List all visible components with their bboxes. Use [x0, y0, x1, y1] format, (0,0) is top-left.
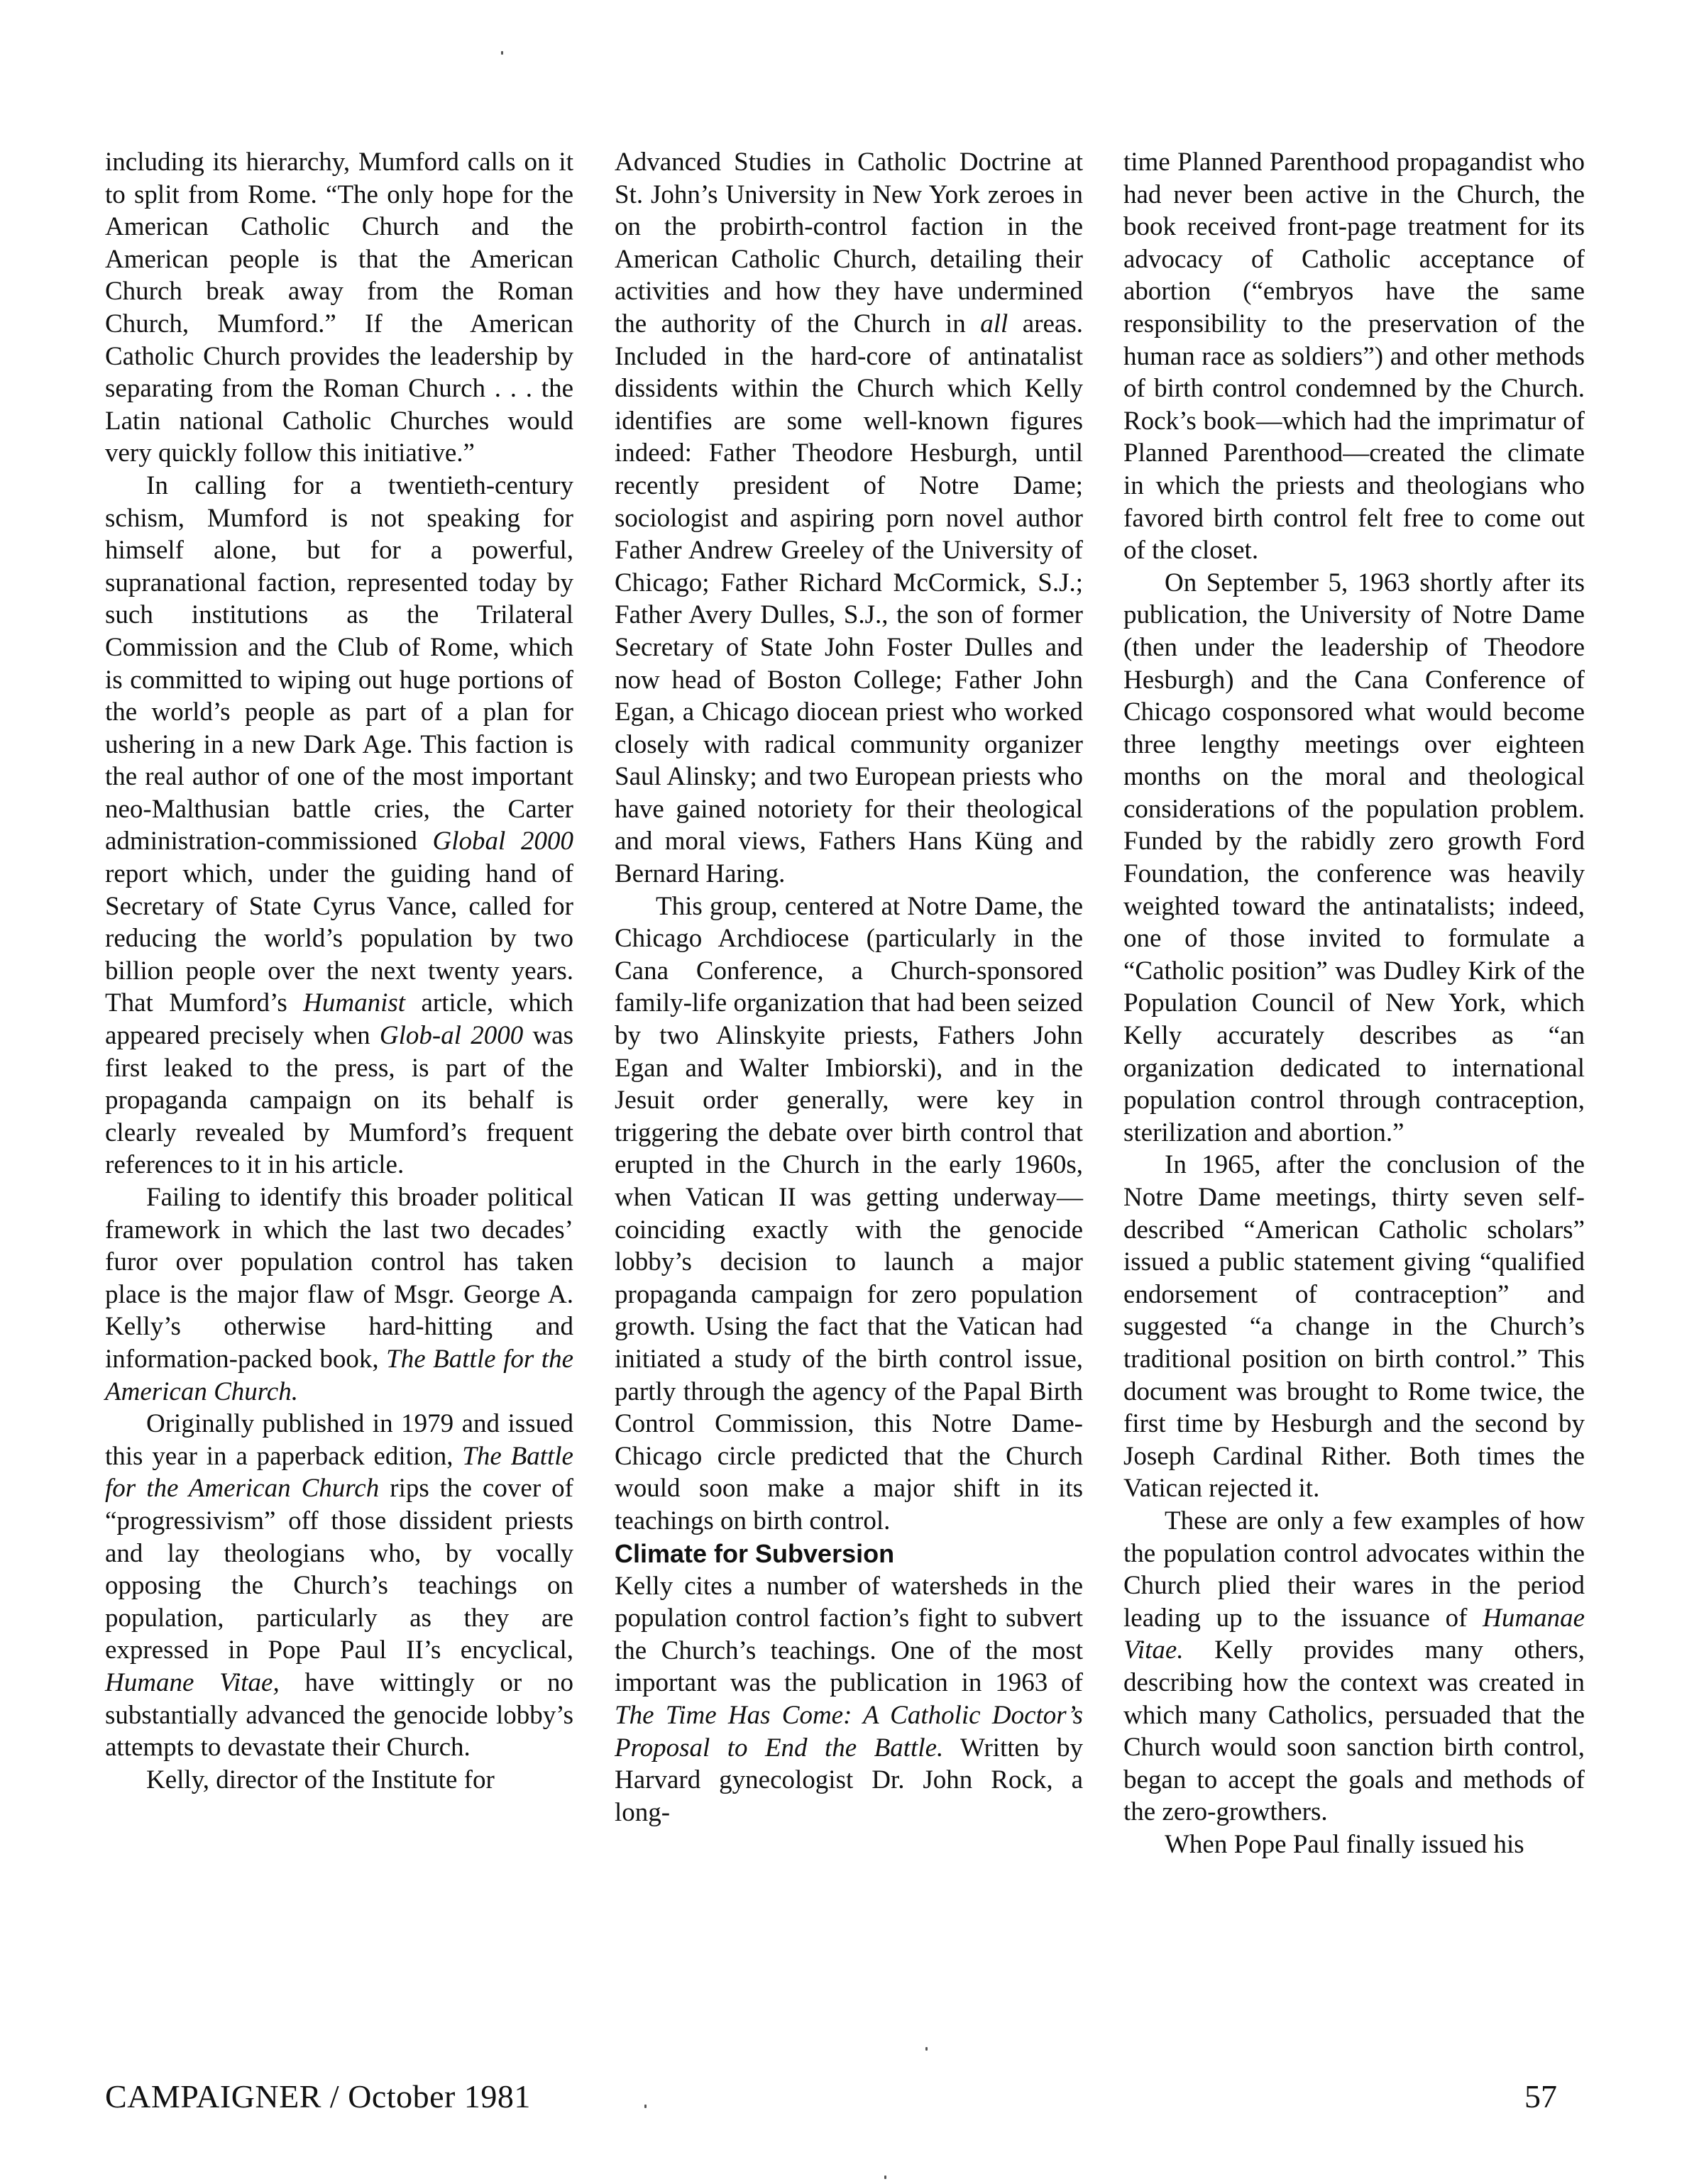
italic-title: The Battle for the American Church — [105, 1441, 573, 1504]
italic-title: all — [980, 309, 1008, 338]
article-paragraph: These are only a few examples of how the population control advocates within the Church plied their wares in the period leading up to the issuance of Humanae Vitae. Kelly provides many others, describing how the context was created in which many Catholics, persuaded that the Church would soon sanction birth control, began to accept the goals and methods of the zero-growthers. — [1123, 1506, 1585, 1827]
article-paragraph: This group, centered at Notre Dame, the Chicago Archdiocese (particularly in the Cana Conference, a Church-sponsored family-life organization that had been seized by two Alinskyite priests, Fathers John Egan and Walter Imbiorski), and in the Jesuit order generally, were key in triggering the debate over birth control that erupted in the Church in the early 1960s, when Vatican II was getting underway—coinciding exactly with the genocide lobby’s decision to launch a major propaganda campaign for zero population growth. Using the fact that the Vatican had initiated a study of the birth control issue, partly through the agency of the Papal Birth Control Commission, this Notre Dame-Chicago circle predicted that the Church would soon make a major shift in its teachings on birth control. — [615, 891, 1083, 1535]
article-paragraph: In calling for a twentieth-century schism, Mumford is not speaking for himself alone, but for a powerful, supranational faction, represented today by such institutions as the Trilateral Commission and the Club of Rome, which is committed to wiping out huge portions of the world’s people as part of a plan for ushering in a new Dark Age. This faction is the real author of one of the most important neo-Malthusian battle cries, the Carter administration-commissioned Global 2000 report which, under the guiding hand of Secretary of State Cyrus Vance, called for reducing the world’s population by two billion people over the next twenty years. That Mumford’s Humanist article, which appeared precisely when Glob-al 2000 was first leaked to the press, is part of the propaganda campaign on its behalf is clearly revealed by Mumford’s frequent references to it in his article. — [105, 470, 574, 1180]
article-paragraph: Advanced Studies in Catholic Doctrine at St. John’s University in New York zeroes in on the probirth-control faction in the American Catholic Church, detailing their activities and how they have undermined the authority of the Church in all areas. Included in the hard-core of antinatalist dissidents within the Church which Kelly identifies are some well-known figures indeed: Father Theodore Hesburgh, until recently president of Notre Dame; sociologist and aspiring porn novel author Father Andrew Greeley of the University of Chicago; Father Richard McCormick, S.J.; Father Avery Dulles, S.J., the son of former Secretary of State John Foster Dulles and now head of Boston College; Father John Egan, a Chicago diocean priest who worked closely with radical community organizer Saul Alinsky; and two European priests who have gained notoriety for their theological and moral views, Fathers Hans Küng and Bernard Haring. — [615, 148, 1083, 889]
article-paragraph: Failing to identify this broader political framework in which the last two decades’ furor over population control has taken place is the major flaw of Msgr. George A. Kelly’s otherwise hard-hitting and information-packed book, The Battle for the American Church. — [105, 1183, 573, 1406]
publication-footer: CAMPAIGNER / October 1981 — [105, 2078, 531, 2114]
text-column-2 — [615, 146, 1083, 1829]
italic-title: Global 2000 — [432, 827, 574, 856]
article-paragraph: time Planned Parenthood propagandist who had never been active in the Church, the book received front-page treatment for its advocacy of Catholic acceptance of abortion (“embryos have the same responsibility to the preservation of the human race as soldiers”) and other methods of birth control condemned by the Church. Rock’s book—which had the imprimatur of Planned Parenthood—created the climate in which the priests and theologians who favored birth control felt free to come out of the closet. — [1123, 148, 1585, 566]
italic-title: The Battle for the American Church. — [105, 1344, 573, 1406]
article-paragraph: On September 5, 1963 shortly after its publication, the University of Notre Dame (then under the leadership of Theodore Hesburgh) and the Cana Conference of Chicago cosponsored what would become three lengthy meetings over eighteen months on the moral and theological considerations of the population problem. Funded by the rabidly zero growth Ford Foundation, the conference was heavily weighted toward the antinatalists; indeed, one of those invited to formulate a “Catholic position” was Dudley Kirk of the Population Council of New York, which Kelly accurately describes as “an organization dedicated to international population control through contraception, sterilization and abortion.” — [1123, 568, 1585, 1147]
print-speck — [884, 2175, 886, 2179]
article-paragraph: Originally published in 1979 and issued this year in a paperback edition, The Battle for the American Church rips the cover of “progressivism” off those dissident priests and lay theologians who, by vocally opposing the Church’s teachings on population, particularly as they are expressed in Pope Paul II’s encyclical, Humane Vitae, have wittingly or no substantially advanced the genocide lobby’s attempts to devastate their Church. — [105, 1409, 573, 1763]
article-paragraph: Kelly, director of the Institute for — [146, 1765, 495, 1794]
italic-title: Humanae Vitae. — [1123, 1603, 1585, 1665]
article-paragraph: In 1965, after the conclusion of the Notre Dame meetings, thirty seven self-described “American Catholic scholars” issued a public statement giving “qualified endorsement of contraception” and suggested “a change in the Church’s traditional position on birth control.” This document was brought to Rome twice, the first time by Hesburgh and the second by Joseph Cardinal Rither. Both times the Vatican rejected it. — [1123, 1150, 1585, 1504]
text-column-3 — [1123, 146, 1585, 1860]
page-number: 57 — [1524, 2078, 1557, 2114]
italic-title: Humane Vitae, — [105, 1667, 280, 1697]
article-paragraph: When Pope Paul finally issued his — [1165, 1829, 1524, 1859]
print-speck — [925, 2047, 928, 2051]
italic-title: The Time Has Come: A Catholic Doctor’s Proposal to End the Battle. — [615, 1700, 1083, 1763]
article-paragraph: including its hierarchy, Mumford calls on it to split from Rome. “The only hope for the American Catholic Church and the American people is that the American Church break away from the Roman Church, Mumford.” If the American Catholic Church provides the leadership by separating from the Roman Church . . . the Latin national Catholic Churches would very quickly follow this initiative.” — [105, 148, 573, 468]
italic-title: Glob-al 2000 — [379, 1021, 524, 1051]
text-column-1 — [105, 146, 573, 1796]
article-paragraph: Kelly cites a number of watersheds in the population control faction’s fight to subvert the Church’s teachings. One of the most important was the publication in 1963 of The Time Has Come: A Catholic Doctor’s Proposal to End the Battle. Written by Harvard gynecologist Dr. John Rock, a long- — [615, 1571, 1083, 1827]
italic-title: Humanist — [303, 988, 406, 1018]
print-speck — [501, 51, 503, 55]
section-heading: Climate for Subversion — [615, 1538, 895, 1568]
print-speck — [644, 2105, 647, 2108]
